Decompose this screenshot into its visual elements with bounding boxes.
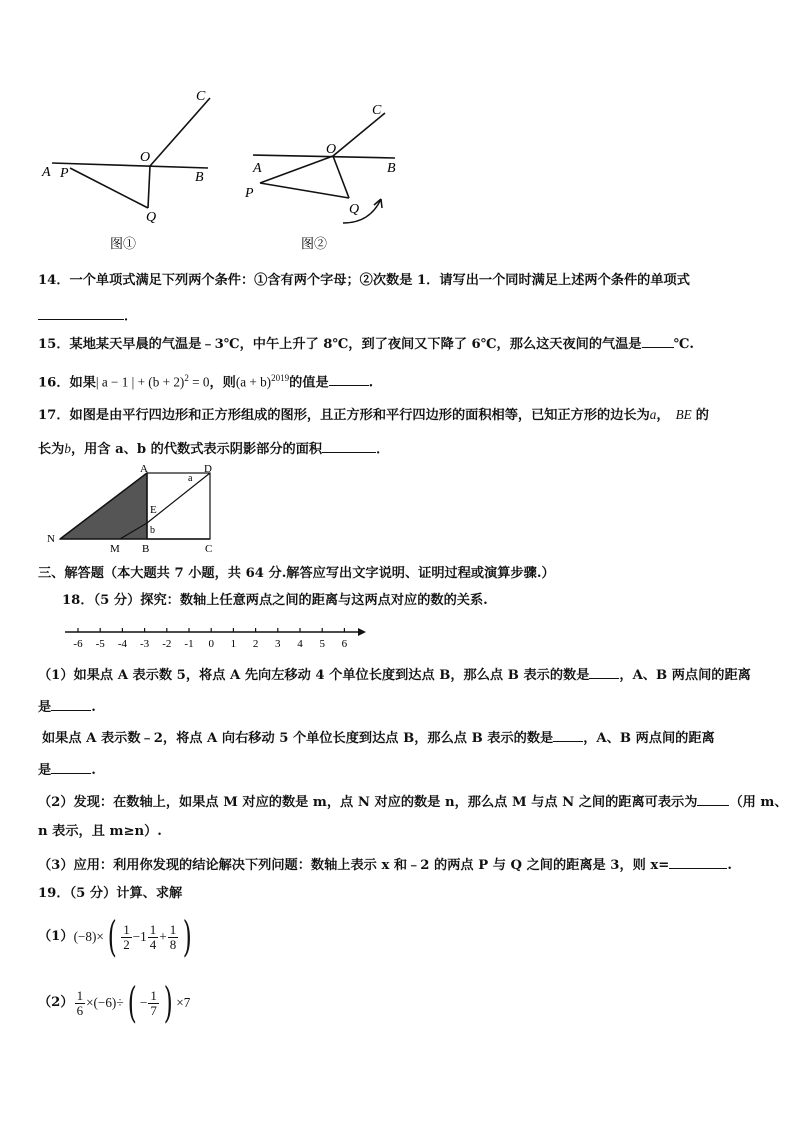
number-line-tick-label: -1	[184, 638, 194, 650]
q18-p1-line2: 是 .	[38, 697, 96, 717]
figure-1	[30, 80, 230, 260]
fig1-label-A: A	[42, 165, 51, 180]
number-line-tick-label: 3	[275, 638, 281, 650]
q17-answer-blank[interactable]	[322, 439, 376, 453]
q18-p1-line1: （1）如果点 A 表示数 5，将点 A 先向左移动 4 个单位长度到达点 B，那么点 B 表示的数是 ，A、B 两点间的距离	[38, 665, 751, 685]
q17-line2: 长为b，用含 a、b 的代数式表示阴影部分的面积 ．	[38, 441, 390, 457]
number-line-tick-label: 4	[297, 638, 303, 650]
q16-text: 16．如果| a − 1 | + $(b + 2)^2 = 0$，则$(a + b)^{2019}$的值是 .	[38, 373, 374, 391]
q18-p2-line2: n 表示，且 m≥n）.	[38, 824, 162, 839]
fig2-label-Q: Q	[349, 202, 360, 217]
number-line-tick-label: -2	[162, 638, 172, 650]
q17-line1: 17．如图是由平行四边形和正方形组成的图形，且正方形和平行四边形的面积相等，已知正方形的边长为a， BE 的	[38, 407, 709, 423]
fig1-label-Q: Q	[146, 210, 157, 225]
q18-p3-blank[interactable]	[669, 855, 727, 869]
figure-2	[235, 95, 415, 260]
fig1-label-B: B	[195, 170, 204, 185]
q14-line2: ．	[38, 306, 137, 326]
fig1-label-O: O	[140, 150, 151, 165]
q19-part2: （2） $\frac{1}{6}$ ×(−6)÷ ( − $\frac{1}{7}$ ) ×7	[38, 978, 191, 1027]
fig2-label-C: C	[372, 103, 382, 118]
q17-figure	[40, 462, 230, 557]
q17-fig-label-E: E	[150, 504, 157, 516]
q18-p1b-line2: 是 .	[38, 760, 96, 780]
q18-number-line	[60, 620, 370, 655]
q18-p1-blank-dist[interactable]	[51, 697, 91, 711]
q18-p1-blank-b[interactable]	[589, 665, 619, 679]
q17-fig-label-a: a	[188, 473, 193, 484]
fig1-label-C: C	[196, 89, 206, 104]
number-line-tick-label: -4	[117, 638, 127, 650]
number-line-tick-label: -3	[140, 638, 150, 650]
fig2-label-P: P	[245, 186, 254, 201]
q17-fig-label-N: N	[47, 533, 55, 545]
number-line-tick-label: 6	[341, 638, 348, 650]
q18-p1b-blank-dist[interactable]	[51, 760, 91, 774]
q17-fig-label-b: b	[150, 525, 155, 536]
number-line-tick-label: -6	[73, 638, 83, 650]
q14-line1: 14．一个单项式满足下列两个条件：①含有两个字母；②次数是 1．请写出一个同时满足上述两个条件的单项式	[38, 273, 690, 288]
fig2-label-B: B	[387, 161, 396, 176]
q17-fig-label-D: D	[204, 463, 212, 475]
q17-fig-label-C: C	[205, 543, 213, 555]
q15-answer-blank[interactable]	[642, 334, 674, 348]
q17-fig-label-A: A	[140, 463, 148, 475]
fig1-caption: 图①	[110, 236, 137, 251]
q15-text: 15．某地某天早晨的气温是﹣3℃，中午上升了 8℃，到了夜间又下降了 6℃，那么这天夜间的气温是 ℃.	[38, 334, 694, 354]
q19-title: 19．（5 分）计算、求解	[38, 886, 183, 901]
q17-fig-label-M: M	[110, 543, 120, 555]
q19-part1: （1） (−8)× ( $\frac{1}{2}$ −1 $\frac{1}{4}$ + $\frac{1}{8}$ )	[38, 912, 192, 961]
q17-fig-label-B: B	[142, 543, 150, 555]
fig2-label-A: A	[253, 161, 262, 176]
q14-answer-blank[interactable]	[38, 306, 124, 320]
number-line-tick-label: 2	[252, 638, 259, 650]
q16-answer-blank[interactable]	[329, 372, 369, 386]
q18-title: 18．（5 分）探究：数轴上任意两点之间的距离与这两点对应的数的关系.	[62, 593, 488, 608]
section-3-heading: 三、解答题（本大题共 7 小题，共 64 分.解答应写出文字说明、证明过程或演算步骤.）	[38, 566, 555, 581]
q18-p2-line1: （2）发现：在数轴上，如果点 M 对应的数是 m，点 N 对应的数是 n，那么点 M 与点 N 之间的距离可表示为 （用 m、	[38, 792, 788, 812]
number-line-tick-label: 5	[319, 638, 325, 650]
fig2-label-O: O	[326, 142, 337, 157]
number-line-tick-label: 0	[208, 638, 214, 650]
q18-p1b-line1: 如果点 A 表示数﹣2，将点 A 向右移动 5 个单位长度到达点 B，那么点 B 表示的数是 ，A、B 两点间的距离	[42, 728, 715, 748]
number-line-tick-label: -5	[95, 638, 105, 650]
number-line-tick-label: 1	[230, 638, 237, 650]
fig2-caption: 图②	[301, 236, 328, 251]
q18-p3: （3）应用：利用你发现的结论解决下列问题：数轴上表示 x 和﹣2 的两点 P 与 Q 之间的距离是 3，则 x= .	[38, 855, 732, 875]
q18-p2-blank[interactable]	[697, 792, 729, 806]
q18-p1b-blank-b[interactable]	[553, 728, 583, 742]
fig1-label-P: P	[60, 166, 69, 181]
